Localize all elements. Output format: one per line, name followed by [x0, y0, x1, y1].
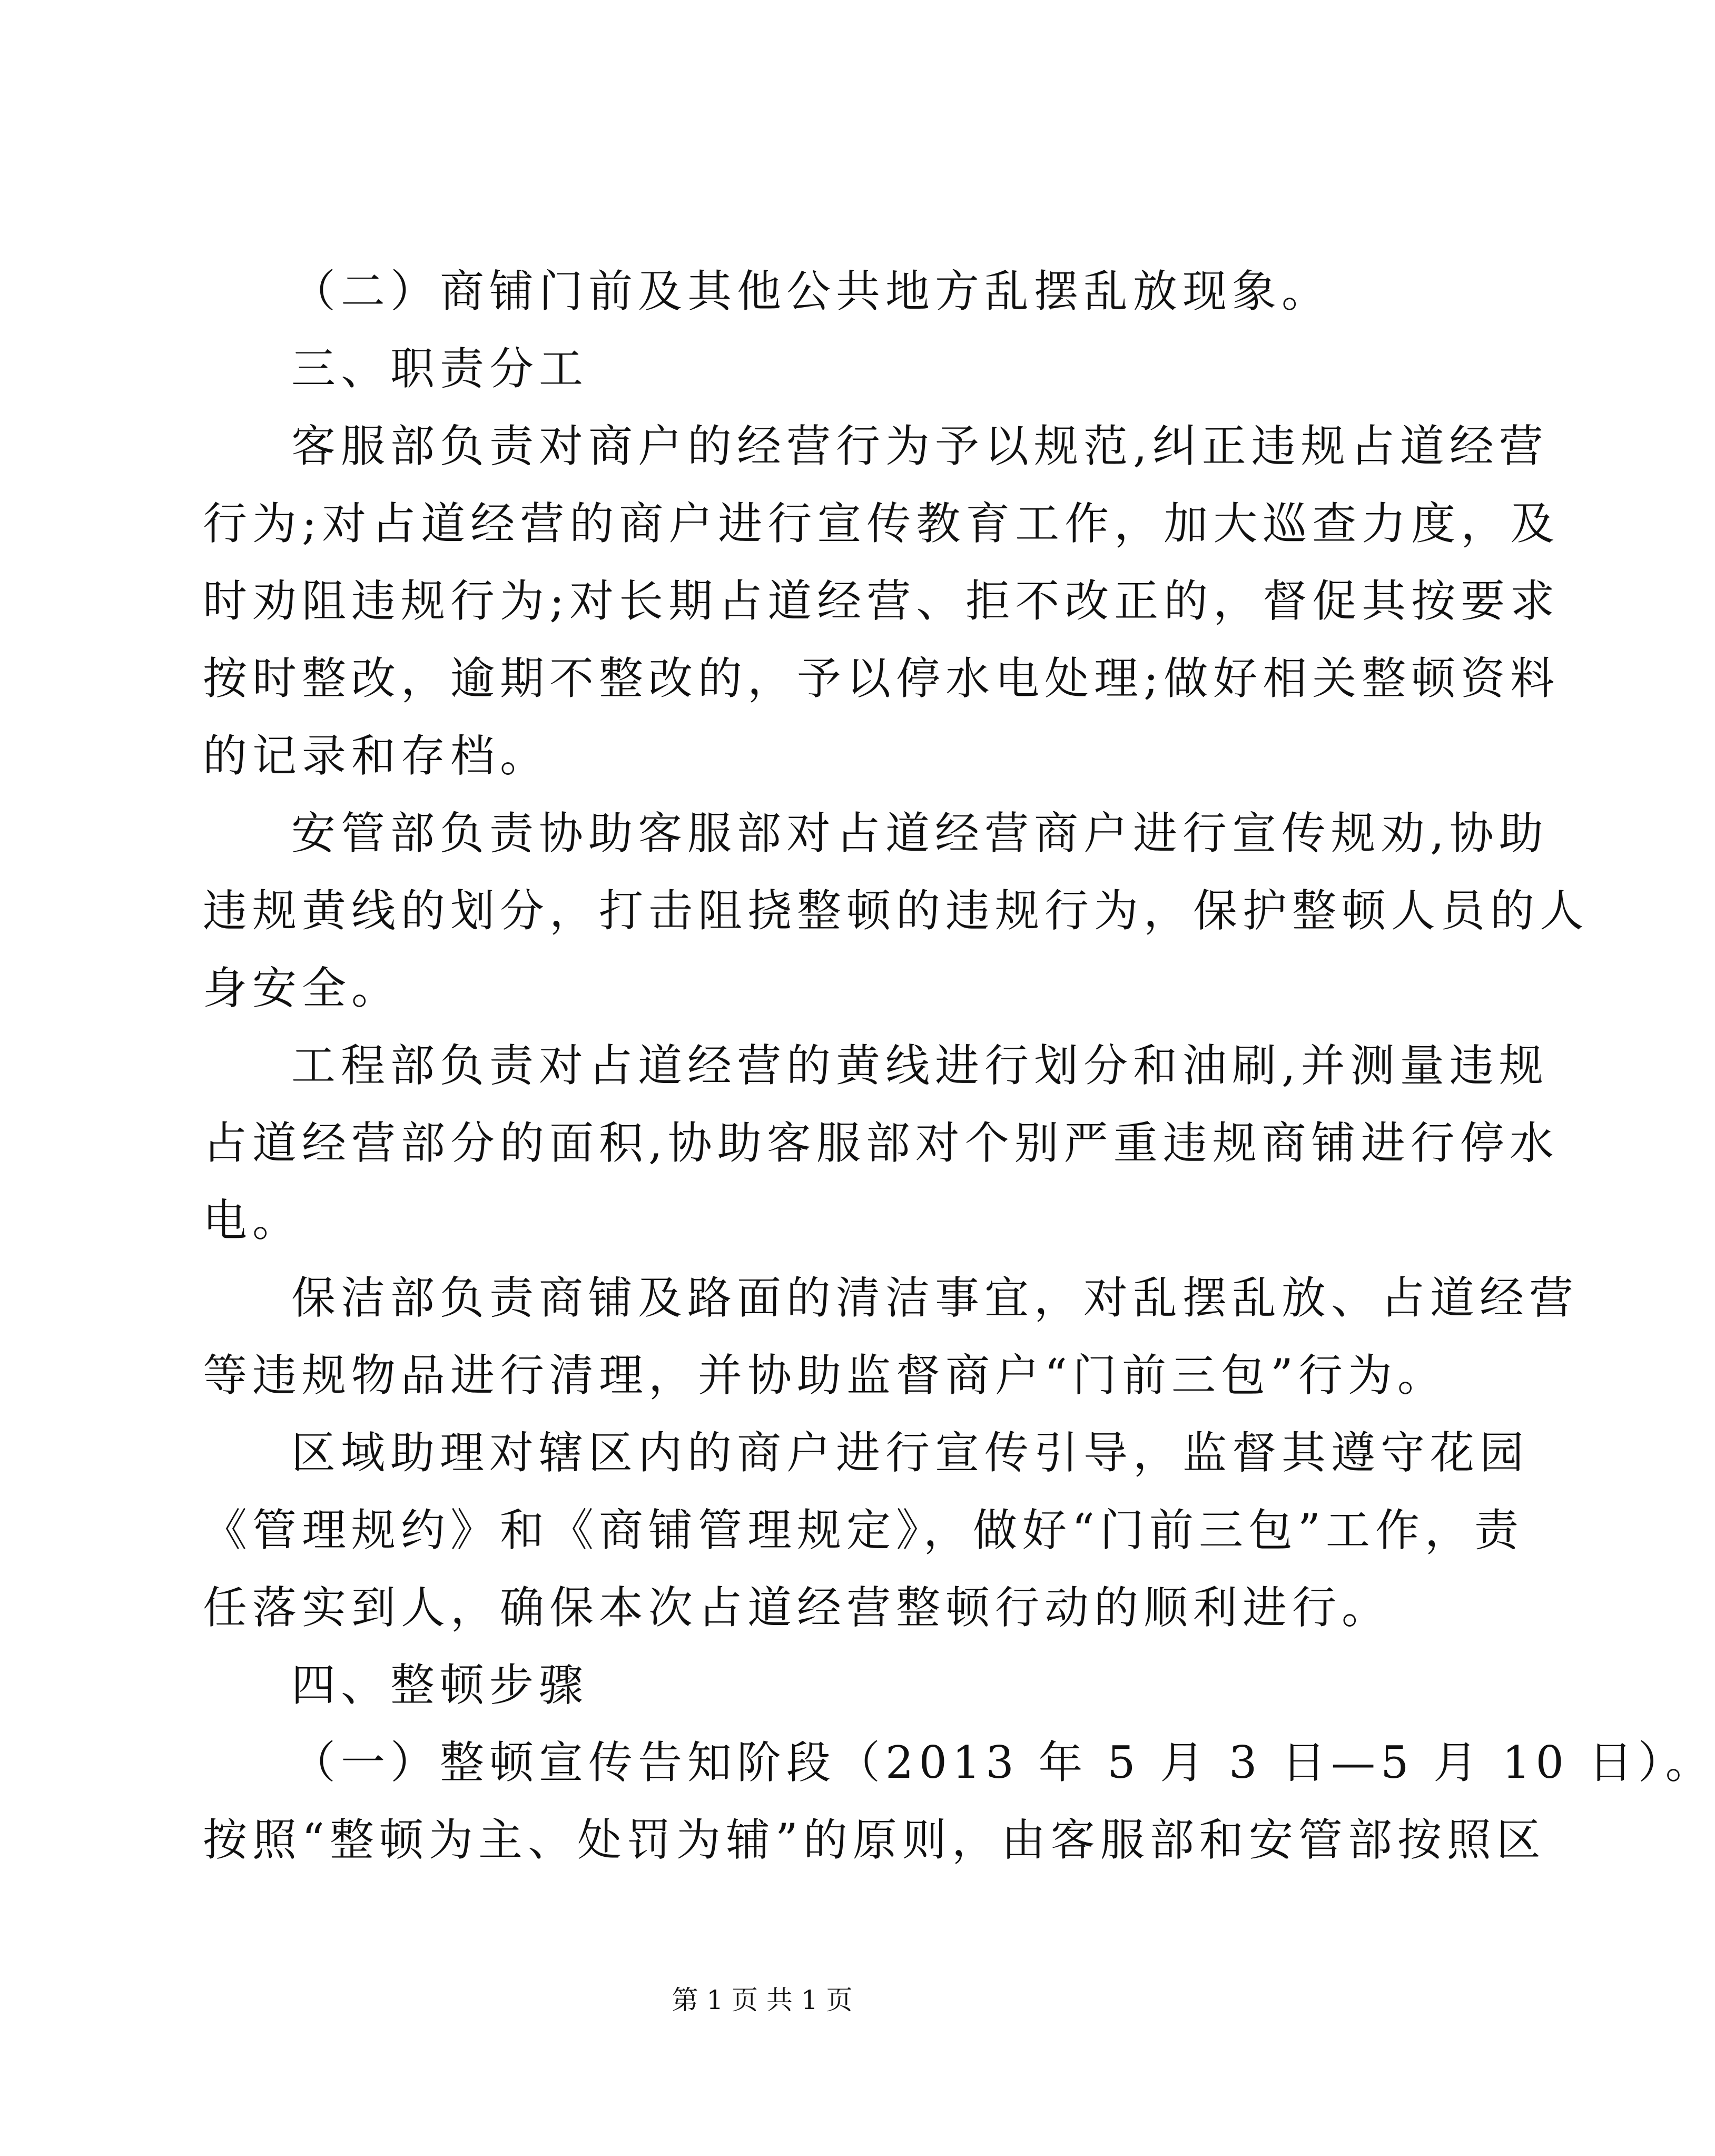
text-line: 按时整改，逾期不整改的，予以停水电处理;做好相关整顿资料: [203, 653, 1560, 704]
page-footer: 第 1 页 共 1 页: [672, 1985, 853, 2015]
text-line: 任落实到人，确保本次占道经营整顿行动的顺利进行。: [203, 1582, 1392, 1633]
text-line: 占道经营部分的面积,协助客服部对个别严重违规商铺进行停水: [203, 1117, 1559, 1169]
text-line: 的记录和存档。: [203, 730, 550, 782]
text-line: 行为;对占道经营的商户进行宣传教育工作，加大巡查力度，及: [203, 498, 1560, 549]
text-line: 时劝阻违规行为;对长期占道经营、拒不改正的，督促其按要求: [203, 575, 1560, 627]
text-line: 《管理规约》和《商铺管理规定》，做好“门前三包”工作，责: [203, 1504, 1524, 1556]
document-body: [203, 253, 1715, 1879]
text-line: 违规黄线的划分，打击阻挠整顿的违规行为，保护整顿人员的人: [203, 885, 1590, 937]
text-line: 四、整顿步骤: [291, 1659, 589, 1711]
text-line: 电。: [203, 1195, 302, 1246]
text-line: 工程部负责对占道经营的黄线进行划分和油刷,并测量违规: [291, 1040, 1549, 1091]
text-line: （二）商铺门前及其他公共地方乱摆乱放现象。: [291, 265, 1332, 317]
text-line: 身安全。: [203, 962, 401, 1014]
text-line: 客服部负责对商户的经营行为予以规范,纠正违规占道经营: [291, 420, 1549, 472]
text-line: 三、职责分工: [291, 343, 589, 395]
text-line: 安管部负责协助客服部对占道经营商户进行宣传规劝,协助: [291, 808, 1549, 859]
text-line: 保洁部负责商铺及路面的清洁事宜，对乱摆乱放、占道经营: [291, 1272, 1579, 1324]
text-line: 按照“整顿为主、处罚为辅”的原则，由客服部和安管部按照区: [203, 1814, 1546, 1866]
text-line: （一）整顿宣传告知阶段（2013 年 5 月 3 日—5 月 10 日）。: [291, 1737, 1715, 1788]
text-line: 等违规物品进行清理，并协助监督商户“门前三包”行为。: [203, 1350, 1447, 1401]
text-line: 区域助理对辖区内的商户进行宣传引导，监督其遵守花园: [291, 1427, 1530, 1479]
